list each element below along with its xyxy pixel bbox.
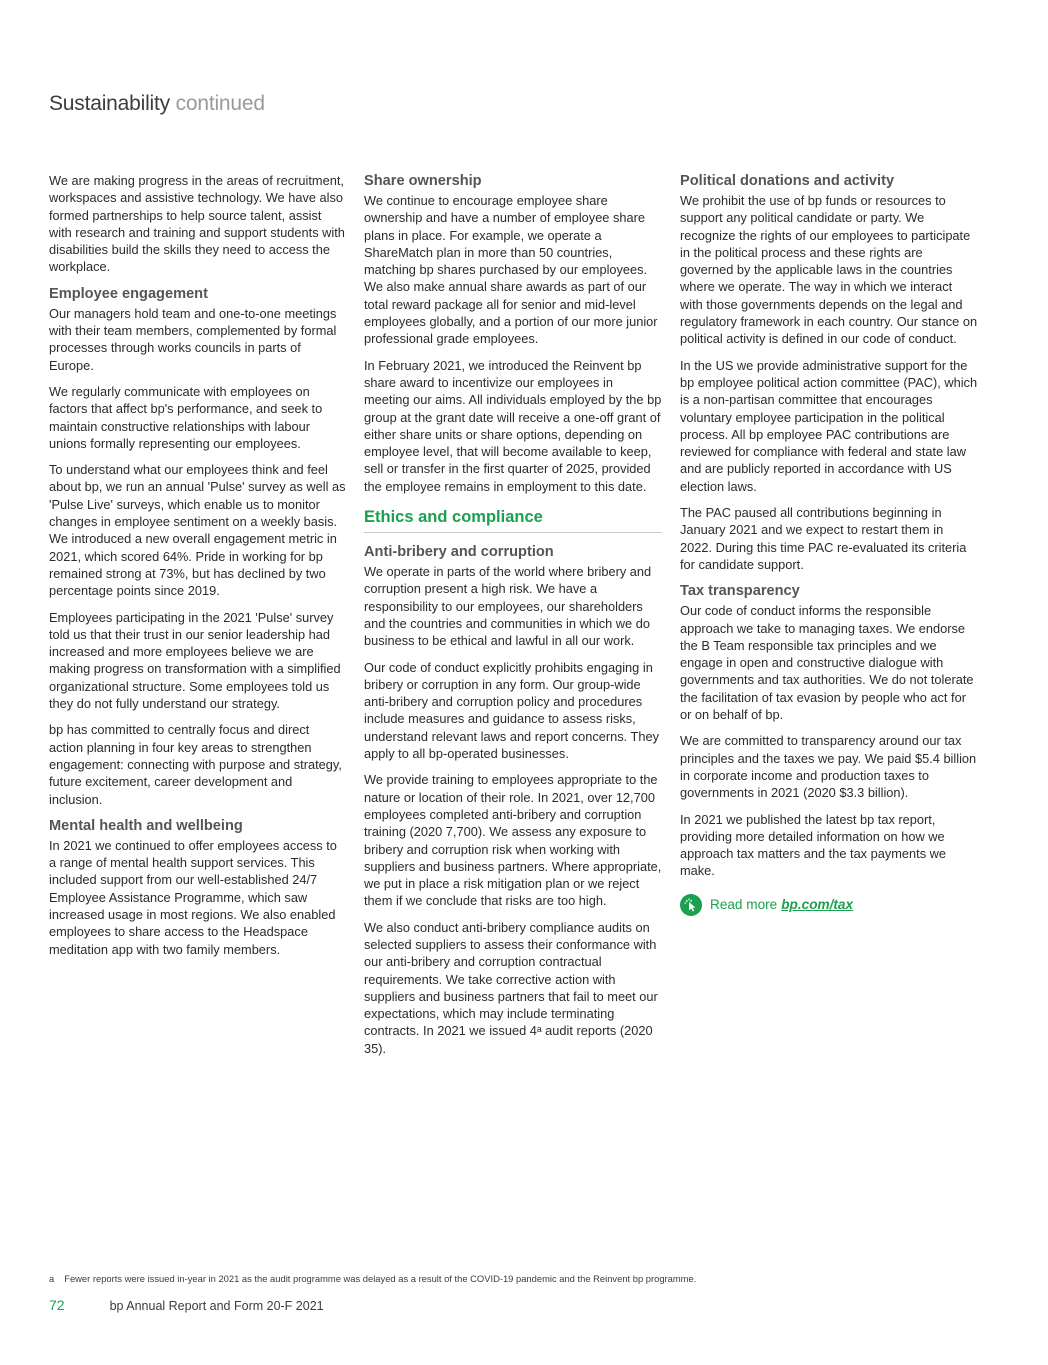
cursor-click-icon	[680, 894, 702, 916]
paragraph: We provide training to employees appropriate to the nature or location of their role. In 2021, over 12,700 employees completed anti-bribery and corruption training (2020 7,700). We assess any exposure to bribery and corruption risk when working with suppliers and business partners. Where appropriate, we put in place a risk mitigation plan or we reject them if we conclude that risks are too high.	[364, 772, 662, 909]
footnote-text: Fewer reports were issued in-year in 2021 as the audit programme was delayed as a result of the COVID-19 pandemic and the Reinvent bp programme.	[64, 1273, 697, 1284]
heading-tax-transparency: Tax transparency	[680, 583, 800, 600]
paragraph: We are making progress in the areas of recruitment, workspaces and assistive technology. We have also formed partnerships to help source talent, assist with research and training and support students with disabilities build the skills they need to access the workplace.	[49, 173, 345, 275]
heading-anti-bribery: Anti-bribery and corruption	[364, 544, 554, 561]
footnote-marker: a	[49, 1273, 55, 1284]
heading-political-donations: Political donations and activity	[680, 173, 895, 189]
heading-employee-engagement: Employee engagement	[49, 285, 208, 302]
paragraph: Our code of conduct informs the responsible approach we take to managing taxes. We endorse the B Team responsible tax principles and we engage in open and constructive dialogue with governments and tax authorities. We do not tolerate the facilitation of tax evasion by people who act for or on behalf of bp.	[680, 603, 974, 723]
read-more	[680, 894, 978, 916]
tax-link[interactable]: bp.com/tax	[781, 897, 854, 913]
page-title-main: Sustainability	[49, 92, 170, 115]
page-title-continued: continued	[175, 92, 265, 115]
paragraph: Our managers hold team and one-to-one meetings with their team members, complemented by formal processes through works councils in parts of Europe.	[49, 305, 337, 373]
paragraph: Employees participating in the 2021 'Pulse' survey told us that their trust in our senior leadership had increased and more employees believe we are making progress on transformation with a simplified organizational structure. Some employees told us they do not fully understand our strategy.	[49, 609, 341, 712]
heading-share-ownership: Share ownership	[364, 173, 482, 189]
paragraph: We regularly communicate with employees on factors that affect bp's performance, and seek to maintain constructive relationships with labour unions formally representing our employees.	[49, 383, 323, 451]
publication-title: bp Annual Report and Form 20-F 2021	[109, 1299, 324, 1313]
page-number: 72	[49, 1297, 65, 1313]
read-more-label: Read more	[710, 897, 778, 913]
heading-mental-health: Mental health and wellbeing	[49, 817, 243, 834]
page-footer	[49, 1297, 324, 1313]
paragraph: We also conduct anti-bribery compliance audits on selected suppliers to assess their conformance with our anti-bribery and corruption contractual requirements. We take corrective action with suppliers and business partners that fail to meet our expectations, which may include terminating contracts. In 2021 we issued 4ᵃ audit reports (2020 35).	[364, 919, 658, 1056]
page-title	[49, 92, 265, 116]
footnote	[49, 1273, 696, 1284]
paragraph: We are committed to transparency around our tax principles and the taxes we pay. We paid $5.4 billion in corporate income and production taxes to governments in 2021 (2020 $3.3 billion).	[680, 733, 977, 801]
paragraph: To understand what our employees think and feel about bp, we run an annual 'Pulse' survey as well as 'Pulse Live' surveys, which enable us to monitor changes in employee sentiment on a weekly basis. We introduced a new overall engagement metric in 2021, which scored 64%. Pride in working for bp remained strong at 73%, but has declined by two percentage points since 2019.	[49, 462, 346, 599]
paragraph: bp has committed to centrally focus and direct action planning in four key areas to strengthen engagement: connecting with purpose and strategy, future excitement, career development and inclusion.	[49, 722, 342, 807]
column-right	[680, 172, 978, 916]
column-left	[49, 172, 347, 967]
section-heading-ethics: Ethics and compliance	[364, 508, 662, 533]
paragraph: In 2021 we continued to offer employees access to a range of mental health support services. This included support from our well-established 24/7 Employee Assistance Programme, which saw increased usage in most regions. We also enabled employees to share access to the Headspace meditation app with two family members.	[49, 837, 337, 957]
paragraph: In February 2021, we introduced the Reinvent bp share award to incentivize our employees in meeting our aims. All individuals employed by the bp group at the grant date will receive a one-off grant of either share units or share options, depending on employee level, that will become available to keep, sell or transfer in the first quarter of 2025, provided the employee remains in employment to this date.	[364, 357, 662, 494]
paragraph: We continue to encourage employee share ownership and have a number of employee share plans in place. For example, we operate a ShareMatch plan in more than 50 countries, matching bp shares purchased by our employees. We also make annual share awards as part of our total reward package all for senior and mid-level employees globally, and a portion of our more junior professional grade employees.	[364, 193, 658, 347]
paragraph: In 2021 we published the latest bp tax report, providing more detailed information on how we approach tax matters and the tax payments we make.	[680, 811, 947, 879]
paragraph: In the US we provide administrative support for the bp employee political action committee (PAC), which is a non-partisan committee that encourages voluntary employee participation in the political process. All bp employee PAC contributions are reviewed for compliance with federal and state law and are publicly reported in accordance with US election laws.	[680, 357, 978, 494]
paragraph: We operate in parts of the world where bribery and corruption present a high risk. We have a responsibility to our employees, our shareholders and the countries and communities in which we do business to be ethical and lawful in all our work.	[364, 564, 652, 649]
paragraph: Our code of conduct explicitly prohibits engaging in bribery or corruption in any form. Our group-wide anti-bribery and corruption policy and procedures include measures and guidance to assess risks, understand relevant laws and report concerns. They apply to all bp-operated businesses.	[364, 659, 659, 762]
paragraph: The PAC paused all contributions beginning in January 2021 and we expect to restart them in 2022. During this time PAC re-evaluated its criteria for candidate support.	[680, 505, 967, 572]
column-middle	[364, 172, 662, 1066]
paragraph: We prohibit the use of bp funds or resources to support any political candidate or party. We recognize the rights of our employees to participate in the political process and these rights are governed by the applicable laws in the countries where we operate. The way in which we interact with those governments depends on the legal and regulatory framework in each country. Our stance on political activity is defined in our code of conduct.	[680, 193, 978, 347]
